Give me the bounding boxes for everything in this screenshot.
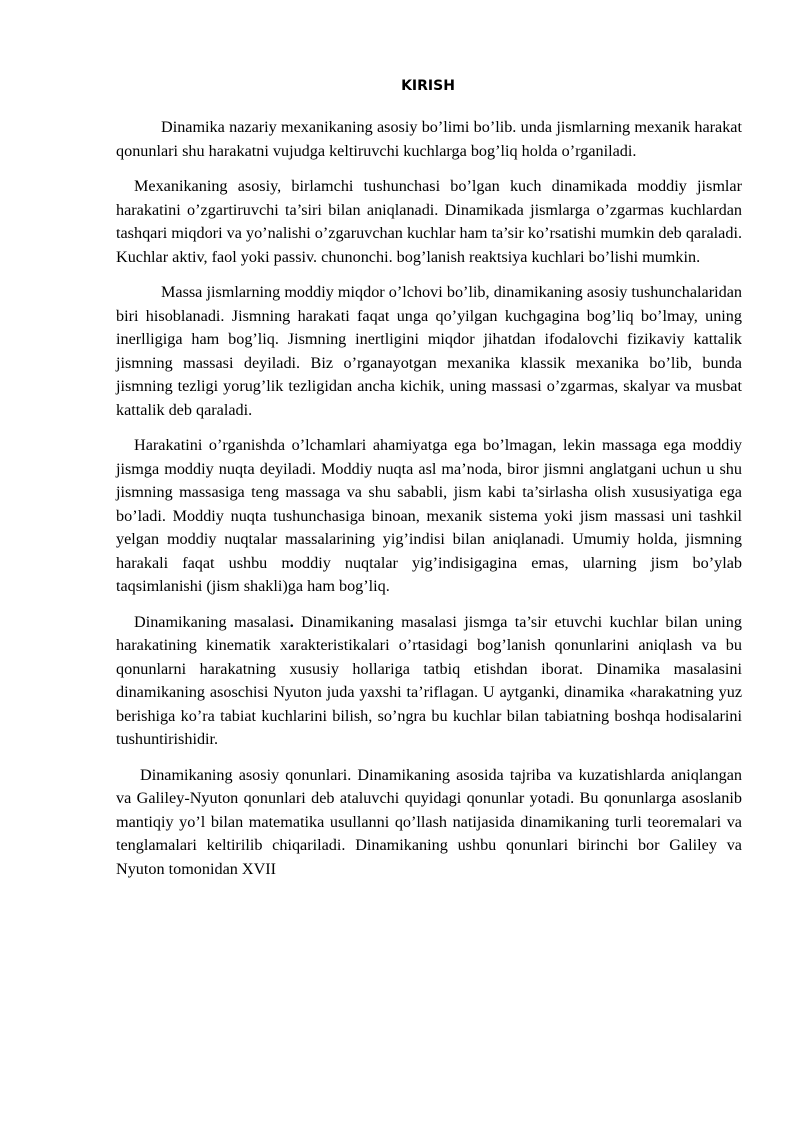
paragraph-lead-phrase: Dinamikaning masalasi <box>134 612 290 631</box>
paragraph-intro: Dinamika nazariy mexanikaning asosiy bo’limi bo’lib. unda jismlarning mexanik harakat qonunlari shu harakatni vujudga keltiruvchi kuchlarga bog’liq holda o’rganiladi. <box>116 118 742 160</box>
paragraph-dynamics-laws: Dinamikaning asosiy qonunlari. Dinamikaning asosida tajriba va kuzatishlarda aniqlangan va Galiley-Nyuton qonunlari deb ataluvchi quyidagi qonunlar yotadi. Bu qonunlarga asoslanib mantiqiy yo’l bilan matematika usullanni qo’llash natijasida dinamikaning turli teoremalari va tenglamalari keltirilib chiqariladi. Dinamikaning ushbu qonunlari birinchi bor Galiley va Nyuton tomonidan XVII <box>116 765 742 878</box>
document-body <box>116 116 742 893</box>
paragraph-force: Mexanikaning asosiy, birlamchi tushunchasi bo’lgan kuch dinamikada moddiy jismlar harakatini o’zgartiruvchi ta’siri bilan aniqlanadi. Dinamikada jismlarga o’zgarmas kuchlardan tashqari miqdori va yo’nalishi o’zgaruvchan kuchlar ham ta’sir ko’rsatishi mumkin deb qaraladi. Kuchlar aktiv, faol yoki passiv. chunonchi. bog’lanish reaktsiya kuchlari bo’lishi mumkin. <box>116 177 742 266</box>
paragraph-mass: Massa jismlarning moddiy miqdor o’lchovi bo’lib, dinamikaning asosiy tushunchalaridan biri hisoblanadi. Jismning harakati faqat unga qo’yilgan kuchgagina bog’liq bo’lmay, uning inerlligiga ham bog’liq. Jismning inertligini miqdor jihatdan ifodalovchi fizikaviy kattalik jismning massasi deyiladi. Biz o’rganayotgan mexanika klassik mexanika bo’lib, bunda jismning tezligi yorug’lik tezligidan ancha kichik, uning massasi o’zgarmas, skalyar va musbat kattalik deb qaraladi. <box>116 283 742 419</box>
paragraph-lead-mark: . <box>289 612 294 631</box>
paragraph-dynamics-problem <box>116 611 742 752</box>
paragraph-material-point: Harakatini o’rganishda o’lchamlari ahamiyatga ega bo’lmagan, lekin massaga ega moddiy jismga moddiy nuqta deyiladi. Moddiy nuqta asl ma’noda, biror jismni anglatgani uchun u shu jismning massasiga teng massaga va shu sababli, jism kabi ta’sirlasha olish xususiyatiga ega bo’ladi. Moddiy nuqta tushunchasiga binoan, mexanik sistema yoki jism massasi uni tashkil yelgan moddiy nuqtalar massalarining yig’indisi bilan aniqlanadi. Umumiy holda, jismning harakali faqat ushbu moddiy nuqtalar yig’indisigagina emas, ularning jism bo’ylab taqsimlanishi (jism shakli)ga ham bog’liq. <box>116 436 742 595</box>
page-title: KIRISH <box>401 78 455 94</box>
paragraph-rest: Dinamikaning masalasi jismga ta’sir etuvchi kuchlar bilan uning harakatining kinematik xarakteristikalari o’rtasidagi bog’lanish qonunlarini aniqlash va bu qonunlarni harakatning xususiy hollariga tatbiq etishdan iborat. Dinamika masalasini dinamikaning asoschisi Nyuton juda yaxshi ta’riflagan. U aytganki, dinamika «harakatning yuz berishiga ko’ra tabiat kuchlarini bilish, so’ngra bu kuchlar bilan tabiatning boshqa hodisalarini tushuntirishidir. <box>116 612 742 748</box>
